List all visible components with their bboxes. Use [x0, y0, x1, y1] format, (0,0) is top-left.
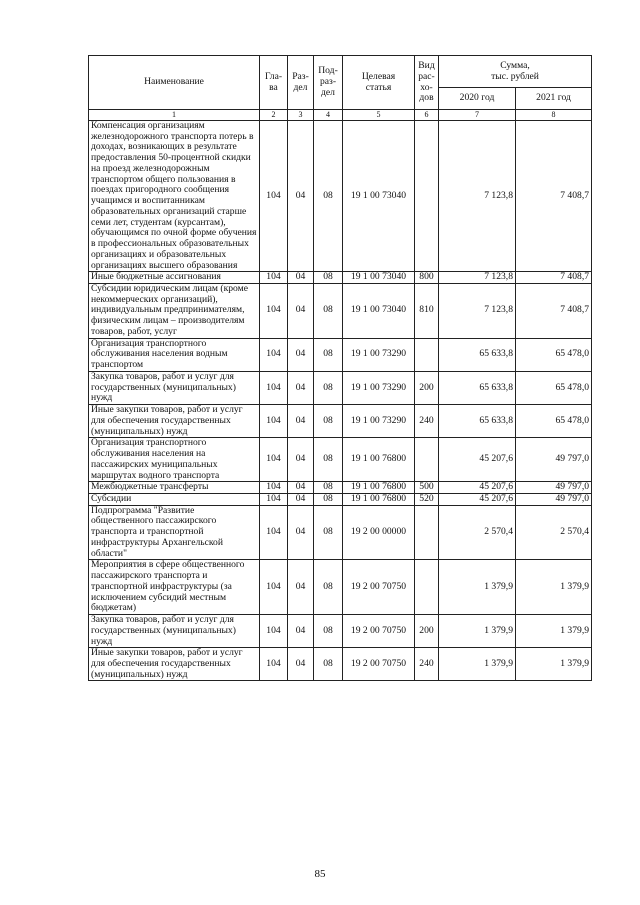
row-vid [415, 338, 439, 371]
row-amount-2020: 7 123,8 [439, 284, 516, 339]
row-amount-2021: 49 797,0 [516, 438, 592, 482]
row-razdel: 04 [288, 338, 314, 371]
row-name: Организация транспортного обслуживания населения на пассажирских муниципальных маршрутах водного транспорта [89, 438, 260, 482]
row-razdel: 04 [288, 493, 314, 505]
row-podrazdel: 08 [314, 493, 343, 505]
column-number: 4 [314, 110, 343, 121]
header-sum-text: Сумма, тыс. рублей [491, 59, 539, 82]
row-amount-2021: 1 379,9 [516, 560, 592, 615]
column-number: 8 [516, 110, 592, 121]
header-year-2021: 2021 год [516, 88, 592, 110]
row-podrazdel: 08 [314, 615, 343, 648]
row-vid [415, 505, 439, 560]
row-podrazdel: 08 [314, 505, 343, 560]
row-glava: 104 [260, 272, 288, 284]
row-name: Подпрограмма "Развитие общественного пассажирского транспорта и транспортной инфраструктуры Архангельской области" [89, 505, 260, 560]
header-target [343, 56, 415, 110]
row-target: 19 1 00 76800 [343, 482, 415, 494]
row-amount-2020: 45 207,6 [439, 438, 516, 482]
row-glava: 104 [260, 560, 288, 615]
table-row [89, 505, 592, 560]
row-amount-2021: 1 379,9 [516, 615, 592, 648]
column-number: 6 [415, 110, 439, 121]
header-glava-text: Гла- ва [264, 70, 283, 93]
row-vid: 810 [415, 284, 439, 339]
row-vid [415, 438, 439, 482]
row-amount-2020: 65 633,8 [439, 338, 516, 371]
row-glava: 104 [260, 438, 288, 482]
row-razdel: 04 [288, 272, 314, 284]
row-podrazdel: 08 [314, 482, 343, 494]
row-glava: 104 [260, 371, 288, 404]
row-target: 19 1 00 76800 [343, 493, 415, 505]
table-row [89, 493, 592, 505]
row-podrazdel: 08 [314, 272, 343, 284]
row-amount-2021: 65 478,0 [516, 338, 592, 371]
row-razdel: 04 [288, 121, 314, 272]
row-podrazdel: 08 [314, 338, 343, 371]
row-name: Субсидии юридическим лицам (кроме некоммерческих организаций), индивидуальным предпринимателям, физическим лицам – производителям товаров, работ, услуг [89, 284, 260, 339]
row-vid: 520 [415, 493, 439, 505]
row-podrazdel: 08 [314, 121, 343, 272]
row-amount-2021: 7 408,7 [516, 272, 592, 284]
header-name: Наименование [89, 56, 260, 110]
row-razdel: 04 [288, 371, 314, 404]
column-number: 3 [288, 110, 314, 121]
column-number: 2 [260, 110, 288, 121]
row-name: Мероприятия в сфере общественного пассажирского транспорта и транспортной инфраструктуры (за исключением субсидий местным бюджетам) [89, 560, 260, 615]
row-razdel: 04 [288, 482, 314, 494]
row-target: 19 2 00 70750 [343, 560, 415, 615]
row-razdel: 04 [288, 505, 314, 560]
row-amount-2021: 1 379,9 [516, 648, 592, 681]
row-amount-2020: 65 633,8 [439, 405, 516, 438]
row-target: 19 1 00 76800 [343, 438, 415, 482]
row-glava: 104 [260, 615, 288, 648]
row-vid: 200 [415, 615, 439, 648]
table-row [89, 121, 592, 272]
column-number-row [89, 110, 592, 121]
table-row [89, 482, 592, 494]
row-amount-2020: 65 633,8 [439, 371, 516, 404]
header-vid-text: Вид рас- хо- дов [418, 60, 435, 104]
row-razdel: 04 [288, 560, 314, 615]
header-year-2020: 2020 год [439, 88, 516, 110]
column-number: 5 [343, 110, 415, 121]
header-podrazdel-text: Под- раз- дел [318, 65, 338, 98]
row-vid: 240 [415, 648, 439, 681]
row-amount-2020: 45 207,6 [439, 482, 516, 494]
row-podrazdel: 08 [314, 371, 343, 404]
header-sum [439, 56, 592, 88]
row-target: 19 2 00 00000 [343, 505, 415, 560]
row-vid [415, 560, 439, 615]
row-glava: 104 [260, 482, 288, 494]
row-glava: 104 [260, 121, 288, 272]
header-glava [260, 56, 288, 110]
page-number: 85 [314, 868, 326, 880]
table-row [89, 405, 592, 438]
row-amount-2021: 7 408,7 [516, 284, 592, 339]
row-amount-2020: 7 123,8 [439, 272, 516, 284]
row-amount-2021: 7 408,7 [516, 121, 592, 272]
row-amount-2021: 2 570,4 [516, 505, 592, 560]
row-name: Компенсация организациям железнодорожного транспорта потерь в доходах, возникающих в результате предоставления 50-процентной скидки на проезд железнодорожным транспортом общего пользования в поездах пригородного сообщения учащимся и воспитанникам образовательных организаций старше семи лет, студентам (курсантам), обучающимся по очной форме обучения в профессиональных образовательных организациях и образовательных организациях высшего образования [89, 121, 260, 272]
row-target: 19 1 00 73040 [343, 272, 415, 284]
row-razdel: 04 [288, 615, 314, 648]
header-vid [415, 56, 439, 110]
row-name: Иные закупки товаров, работ и услуг для обеспечения государственных (муниципальных) нужд [89, 648, 260, 681]
row-vid [415, 121, 439, 272]
row-amount-2020: 1 379,9 [439, 648, 516, 681]
row-amount-2021: 49 797,0 [516, 493, 592, 505]
row-name: Иные закупки товаров, работ и услуг для обеспечения государственных (муниципальных) нужд [89, 405, 260, 438]
row-podrazdel: 08 [314, 438, 343, 482]
row-glava: 104 [260, 505, 288, 560]
row-razdel: 04 [288, 438, 314, 482]
row-glava: 104 [260, 284, 288, 339]
table-row [89, 272, 592, 284]
row-vid: 800 [415, 272, 439, 284]
row-target: 19 1 00 73040 [343, 284, 415, 339]
row-podrazdel: 08 [314, 648, 343, 681]
row-amount-2020: 7 123,8 [439, 121, 516, 272]
column-number: 1 [89, 110, 260, 121]
row-razdel: 04 [288, 284, 314, 339]
row-glava: 104 [260, 405, 288, 438]
header-razdel [288, 56, 314, 110]
row-name: Межбюджетные трансферты [89, 482, 260, 494]
row-target: 19 1 00 73290 [343, 405, 415, 438]
column-number: 7 [439, 110, 516, 121]
row-amount-2021: 49 797,0 [516, 482, 592, 494]
row-podrazdel: 08 [314, 405, 343, 438]
row-amount-2020: 2 570,4 [439, 505, 516, 560]
row-amount-2021: 65 478,0 [516, 371, 592, 404]
row-glava: 104 [260, 493, 288, 505]
row-name: Субсидии [89, 493, 260, 505]
row-target: 19 2 00 70750 [343, 648, 415, 681]
row-razdel: 04 [288, 648, 314, 681]
row-target: 19 1 00 73040 [343, 121, 415, 272]
row-vid: 500 [415, 482, 439, 494]
row-target: 19 1 00 73290 [343, 338, 415, 371]
row-glava: 104 [260, 648, 288, 681]
row-amount-2021: 65 478,0 [516, 405, 592, 438]
table-row [89, 438, 592, 482]
table-row [89, 615, 592, 648]
table-body [89, 110, 592, 681]
row-razdel: 04 [288, 405, 314, 438]
row-name: Иные бюджетные ассигнования [89, 272, 260, 284]
row-target: 19 1 00 73290 [343, 371, 415, 404]
row-target: 19 2 00 70750 [343, 615, 415, 648]
budget-table [88, 55, 592, 681]
row-name: Закупка товаров, работ и услуг для государственных (муниципальных) нужд [89, 371, 260, 404]
header-podrazdel [314, 56, 343, 110]
header-razdel-text: Раз- дел [292, 70, 309, 93]
row-name: Закупка товаров, работ и услуг для государственных (муниципальных) нужд [89, 615, 260, 648]
table-row [89, 338, 592, 371]
row-amount-2020: 1 379,9 [439, 615, 516, 648]
row-glava: 104 [260, 338, 288, 371]
table-row [89, 284, 592, 339]
row-amount-2020: 1 379,9 [439, 560, 516, 615]
table-row [89, 648, 592, 681]
row-podrazdel: 08 [314, 284, 343, 339]
row-vid: 240 [415, 405, 439, 438]
table-row [89, 371, 592, 404]
row-podrazdel: 08 [314, 560, 343, 615]
row-name: Организация транспортного обслуживания населения водным транспортом [89, 338, 260, 371]
header-target-text: Целевая статья [361, 70, 396, 93]
row-vid: 200 [415, 371, 439, 404]
table-row [89, 560, 592, 615]
row-amount-2020: 45 207,6 [439, 493, 516, 505]
